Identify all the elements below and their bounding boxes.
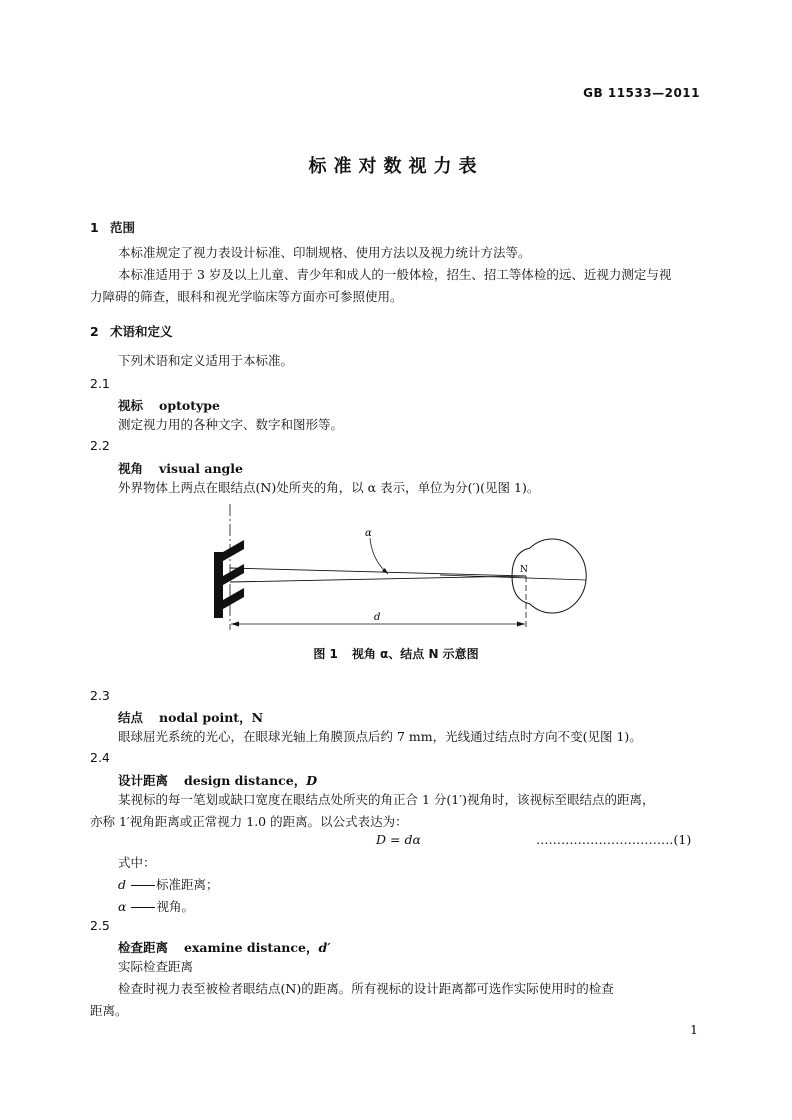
nodal-point-label: N [520, 565, 528, 575]
variable-alpha-definition [118, 896, 194, 918]
formula-where: 式中： [118, 855, 156, 870]
clause-2-3-definition: 眼球屈光系统的光心，在眼球光轴上角膜顶点后约 7 mm，光线通过结点时方向不变(见图 1)。 [118, 729, 642, 744]
section-1-paragraph-1: 本标准规定了视力表设计标准、印制规格、使用方法以及视力统计方法等。 [118, 245, 531, 260]
formula: D = dα [376, 832, 421, 847]
clause-2-2-term [118, 459, 243, 477]
term-symbol: d′ [318, 940, 331, 955]
variable-symbol: d [118, 877, 127, 892]
term-symbol: D [306, 773, 318, 788]
clause-2-1-term [118, 396, 220, 414]
section-1-heading [90, 218, 135, 236]
formula-number: ……………………………(1) [536, 832, 692, 847]
page-number: 1 [690, 1022, 698, 1037]
figure-caption [0, 645, 792, 662]
ray-lower [230, 576, 526, 582]
variable-d-definition [118, 874, 219, 896]
visual-angle-diagram [200, 500, 600, 635]
clause-2-1-definition: 测定视力用的各种文字、数字和图形等。 [118, 417, 344, 432]
section-number: 2 [90, 324, 99, 339]
term-chinese: 结点 [118, 710, 144, 725]
distance-label: d [374, 612, 381, 623]
figure-caption-text: 视角 α、结点 N 示意图 [351, 647, 479, 661]
clause-2-3-number: 2.3 [90, 688, 110, 703]
section-2-intro: 下列术语和定义适用于本标准。 [118, 353, 294, 368]
section-1-paragraph-2-line-1: 本标准适用于 3 岁及以上儿童、青少年和成人的一般体检，招生、招工等体检的远、近视力测定与视 [118, 267, 672, 282]
term-english: examine distance， [184, 940, 319, 955]
ray-upper [230, 568, 526, 576]
section-title: 术语和定义 [110, 324, 173, 339]
clause-2-2-number: 2.2 [90, 438, 110, 453]
clause-2-5-definition-2-line-1: 检查时视力表至被检者眼结点(N)的距离。所有视标的设计距离都可选作实际使用时的检查 [118, 981, 614, 996]
clause-2-2-definition: 外界物体上两点在眼结点(N)处所夹的角，以 α 表示，单位为分(′)(见图 1)。 [118, 480, 540, 495]
variable-description: 视角。 [156, 899, 194, 914]
clause-2-1-number: 2.1 [90, 376, 110, 391]
document-title: 标准对数视力表 [308, 156, 484, 177]
clause-2-4-term [118, 771, 317, 789]
term-english: visual angle [159, 461, 243, 476]
clause-2-4-number: 2.4 [90, 750, 110, 765]
section-number: 1 [90, 220, 99, 235]
variable-symbol: α [118, 899, 127, 914]
term-english: design distance， [184, 773, 307, 788]
term-chinese: 视标 [118, 398, 144, 413]
alpha-label: α [365, 528, 372, 539]
clause-2-3-term [118, 708, 263, 726]
section-1-paragraph-2-line-2: 力障碍的筛查，眼科和视光学临床等方面亦可参照使用。 [90, 289, 403, 304]
clause-2-4-definition-line-1: 某视标的每一笔划或缺口宽度在眼结点处所夹的角正合 1 分(1′)视角时，该视标至眼结点的距离， [118, 792, 655, 807]
clause-2-5-number: 2.5 [90, 918, 110, 933]
em-dash [131, 885, 155, 886]
clause-2-4-definition-line-2: 亦称 1′视角距离或正常视力 1.0 的距离。以公式表达为： [90, 814, 408, 829]
clause-2-5-term [118, 938, 331, 956]
term-chinese: 设计距离 [118, 773, 169, 788]
variable-description: 标准距离； [156, 877, 219, 892]
em-dash [131, 907, 155, 908]
term-english: optotype [159, 398, 220, 413]
section-title: 范围 [110, 220, 136, 235]
standard-number: GB 11533—2011 [583, 86, 700, 100]
term-chinese: 检查距离 [118, 940, 169, 955]
section-2-heading [90, 322, 173, 340]
term-chinese: 视角 [118, 461, 144, 476]
e-optotype [214, 540, 244, 618]
clause-2-5-definition-2-line-2: 距离。 [90, 1003, 128, 1018]
term-english: nodal point，N [159, 710, 263, 725]
figure-number: 图 1 [313, 647, 338, 661]
clause-2-5-definition-1: 实际检查距离 [118, 959, 194, 974]
